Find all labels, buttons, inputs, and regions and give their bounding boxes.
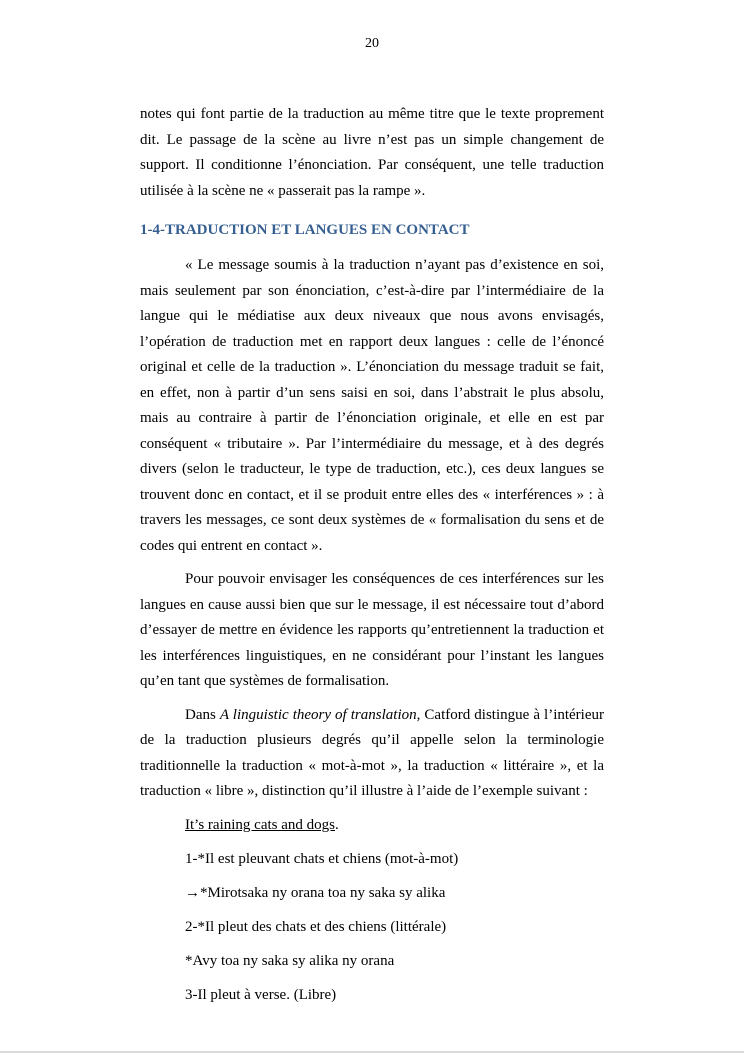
catford-text-after: , Catford distingue à l’intérieur de la traduction plusieurs degrés qu’il appelle selon la terminologie traditionnelle la traduction « mot-à-mot », la traduction « littéraire », et la traduction « libre », distinction qu’il illustre à l’aide de l’exemple suivant : [140,706,605,799]
example-line-malagasy-1: →*Mirotsaka ny orana toa ny saka sy alika [185,884,446,901]
paragraph-intro: notes qui font partie de la traduction au même titre que le texte proprement dit. Le passage de la scène au livre n’est pas un simple changement de support. Il conditionne l’énonciation. Par conséquent, une telle traduction utilisée à la scène ne « passerait pas la rampe ». [140,106,604,199]
section-heading: 1-4-TRADUCTION ET LANGUES EN CONTACT [140,222,470,238]
paragraph-catford [140,703,604,805]
example-source-period: . [334,816,339,833]
page-number: 20 [365,36,379,51]
example-line-libre: 3-Il pleut à verse. (Libre) [185,986,337,1003]
example-line-mot-a-mot: 1-*Il est pleuvant chats et chiens (mot-à-mot) [185,850,459,867]
example-source-sentence [185,813,559,838]
example-line-litterale: 2-*Il pleut des chats et des chiens (littérale) [185,918,447,935]
example-source-underlined: It’s raining cats and dogs [185,816,335,833]
paragraph-message-quote: « Le message soumis à la traduction n’ayant pas d’existence en soi, mais seulement par son énonciation, c’est-à-dire par l’intermédiaire de la langue qui le médiatise aux deux niveaux que nous avons envisagés, l’opération de traduction met en rapport deux langues : celle de l’énoncé original et celle de la traduction ». L’énonciation du message traduit se fait, en effet, non à partir d’un sens saisi en soi, dans l’abstrait le plus absolu, mais au contraire à partir de l’énonciation originale, et elle en est par conséquent « tributaire ». Par l’intermédiaire du message, et à des degrés divers (selon le traducteur, le type de traduction, etc.), ces deux langues se trouvent donc en contact, et il se produit entre elles des « interférences » : à travers les messages, ce sont deux systèmes de « formalisation du sens et de codes qui entrent en contact ». [140,257,604,554]
paragraph-consequences: Pour pouvoir envisager les conséquences de ces interférences sur les langues en cause aussi bien que sur le message, il est nécessaire tout d’abord d’essayer de mettre en évidence les rapports qu’entretiennent la traduction et les interférences linguistiques, en ne considérant pour l’instant les langues qu’en tant que systèmes de formalisation. [140,571,604,689]
example-line-malagasy-2: *Avy toa ny saka sy alika ny orana [185,952,395,969]
catford-text-before: Dans [185,706,220,723]
book-title: A linguistic theory of translation [219,706,417,723]
